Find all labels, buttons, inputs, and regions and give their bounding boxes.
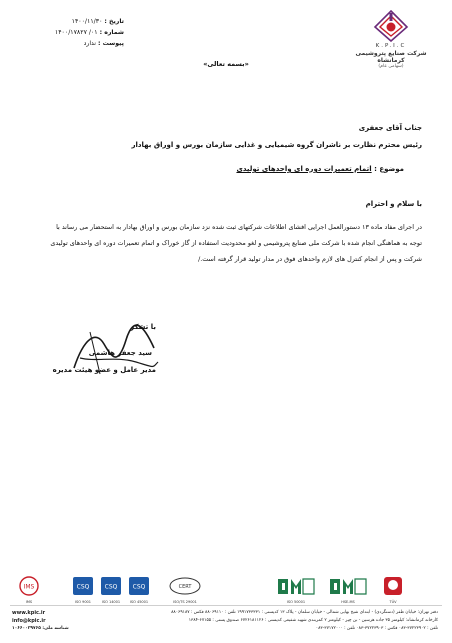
- subject-line: [236, 165, 404, 173]
- address-line: دفتر تهران: خیابان ظفر (دستگردی) - ابتدای شیخ بهایی شمالی - خیابان سلمان - پلاک ۱۳ کدپستی : ۱۹۹۱۷۳۳۳۳۱ تلفن : ۸۸۰۶۹۱۱۰ فکس : ۸۸۰۶۹۱۸۷: [171, 610, 438, 615]
- number-value: ۰۱/ ۱۴۰۰/۱۷۸۲۷: [54, 29, 98, 36]
- csq-logo-icon: [128, 576, 150, 596]
- cert-label: TÜV: [389, 600, 397, 604]
- date-label: تاریخ :: [104, 18, 124, 25]
- footer-contacts: [12, 609, 82, 633]
- letter-body: [22, 219, 422, 267]
- tuv-logo-icon: [382, 576, 404, 596]
- qm-logo-icon: [276, 576, 316, 596]
- svg-text:CSQ: CSQ: [76, 583, 90, 591]
- subject-value: اتمام تعمیرات دوره ای واحدهای تولیدی: [236, 165, 372, 173]
- addressee-name: جناب آقای جعفری: [358, 124, 422, 132]
- body-line: توجه به هماهنگی انجام شده با شرکت ملی صنایع پتروشیمی و لغو محدودیت استفاده از گاز خوراک و اتمام تعمیرات دوره ای واحدهای تولیدی: [50, 239, 422, 247]
- company-name: شرکت صنایع پتروشیمی کرمانشاه: [355, 50, 427, 64]
- number-row: [14, 27, 124, 38]
- cert-label: ISO 45001: [129, 600, 149, 604]
- email-link[interactable]: info@kpic.ir: [12, 618, 46, 624]
- cert-label: ISO 9001: [74, 600, 92, 604]
- cert-ims: [18, 576, 40, 604]
- addressee-title: رئیس محترم نظارت بر ناشران گروه شیمیایی و غذایی سازمان بورس و اوراق بهادار: [131, 141, 422, 149]
- greeting: با سلام و احترام: [365, 200, 422, 208]
- svg-text:CSQ: CSQ: [104, 583, 118, 591]
- attachment-value: ندارد: [83, 40, 97, 47]
- national-id: شناسه ملی: ۱۰۶۶۰۰۳۹۷۶۵: [12, 626, 69, 631]
- body-line: شرکت و پس از انجام کنترل های لازم واحدهای فوق در مدار تولید قرار گرفته است./: [198, 255, 422, 263]
- cert-iso-9001: [72, 576, 94, 604]
- cert-label: ISO 50001: [286, 600, 306, 604]
- svg-text:CERT: CERT: [178, 584, 192, 590]
- kpic-logo-icon: [373, 10, 409, 42]
- letter-meta: [14, 16, 124, 49]
- cert-iso-ts-29001: [168, 576, 202, 604]
- csq-logo-icon: [72, 576, 94, 596]
- qm-logo-icon: [328, 576, 368, 596]
- signatory-name: سید جعفر هاشمی: [88, 349, 152, 357]
- attachment-label: پیوست :: [98, 40, 124, 47]
- cert-label: HSE-MS: [341, 600, 355, 604]
- address-line: کارخانه کرمانشاه: کیلومتر ۳۵ جاده هرسین - بن چپر - کیلومتر ۲ کمربندی شهید شفیعی کدپستی : ۶۷۲۶۱۸۱۱۲۶ صندوق پستی : ۶۷۱۵۵-۱۳۸۴: [188, 618, 438, 623]
- cert-label: ISO 14001: [101, 600, 121, 604]
- certification-body-logo-icon: [168, 576, 202, 596]
- signature-thanks: با تشکر: [130, 323, 156, 331]
- address-line: تلفن : ۳۷۲۲۳۹۰۲-۰۸۳ فکس : ۳۷۲۲۳۹۰۳-۰۸۳ تلفن : ۳۷۱۷۲۰۰۰-۰۸۳: [315, 626, 438, 631]
- csq-logo-icon: [100, 576, 122, 596]
- footer-divider: [10, 605, 442, 606]
- cert-hse-ms: [328, 576, 368, 604]
- logo-abbreviation: K.P.I.C: [375, 43, 407, 49]
- date-value: ۱۴۰۰/۱۱/۳۰: [71, 18, 103, 25]
- cert-iso-14001: [100, 576, 122, 604]
- ims-logo-icon: [18, 576, 40, 596]
- footer-address: [88, 609, 438, 633]
- date-row: [14, 16, 124, 27]
- body-line: در اجرای مفاد ماده ۱۳ دستورالعمل اجرایی افشای اطلاعات شرکتهای ثبت شده نزد سازمان بورس و اوراق بهادار به استحضار می رساند با: [56, 223, 422, 231]
- certification-logos: [18, 576, 438, 604]
- cert-iso-50001: [276, 576, 316, 604]
- website-link[interactable]: www.kpic.ir: [12, 610, 46, 616]
- invocation: «بسمه تعالی»: [203, 60, 249, 68]
- svg-text:IMS: IMS: [23, 583, 35, 591]
- cert-label: ISO/TS 29001: [173, 600, 197, 604]
- svg-text:CSQ: CSQ: [132, 583, 146, 591]
- cert-label: IMS: [25, 600, 33, 604]
- cert-iso-45001: [128, 576, 150, 604]
- cert-tuv: [382, 576, 404, 604]
- company-subtitle: (سهامی عام): [378, 64, 404, 69]
- signatory-title: مدیر عامل و عضو هیئت مدیره: [52, 366, 156, 374]
- subject-label: موضوع :: [374, 165, 404, 173]
- number-label: شماره :: [99, 29, 124, 36]
- attachment-row: [14, 38, 124, 49]
